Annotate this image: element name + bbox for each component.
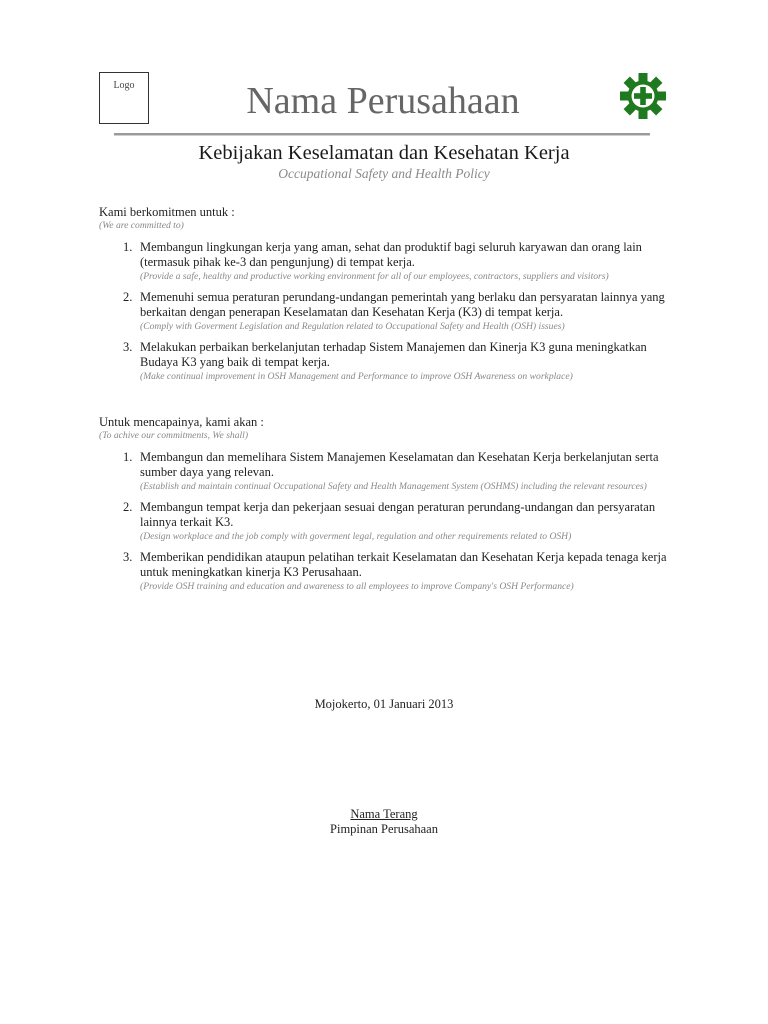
- item-number: 1.: [123, 450, 133, 464]
- list-item: [99, 340, 669, 383]
- section-heading-english: (To achive our commitments, We shall): [99, 430, 249, 441]
- signatory-name-text: Nama Terang: [350, 807, 418, 821]
- place-date: Mojokerto, 01 Januari 2013: [314, 697, 454, 711]
- k3-gear-cross-icon: [617, 70, 669, 122]
- item-number: 3.: [123, 550, 133, 564]
- item-text-english: (Establish and maintain continual Occupational Safety and Health Management System (OSHMS) including the relevant resources): [140, 481, 647, 492]
- item-number: 2.: [123, 290, 133, 304]
- item-text: Membangun dan memelihara Sistem Manajemen Keselamatan dan Kesehatan Kerja berkelanjutan serta sumber daya yang relevan.: [140, 450, 659, 479]
- achievement-section: [99, 415, 669, 600]
- document-title: Kebijakan Keselamatan dan Kesehatan Kerja: [198, 142, 570, 164]
- logo-label: Logo: [113, 80, 135, 91]
- company-logo-placeholder: [99, 72, 149, 124]
- achievement-list: [99, 450, 669, 593]
- list-item: [99, 450, 669, 493]
- item-text: Memberikan pendidikan ataupun pelatihan terkait Keselamatan dan Kesehatan Kerja kepada tenaga kerja untuk meningkatkan kinerja K3 Perusahaan.: [140, 550, 667, 579]
- item-number: 3.: [123, 340, 133, 354]
- commitment-list: [99, 240, 669, 383]
- item-number: 2.: [123, 500, 133, 514]
- item-text: Membangun lingkungan kerja yang aman, sehat dan produktif bagi seluruh karyawan dan orang lain (termasuk pihak ke-3 dan pengunjung) di tempat kerja.: [140, 240, 642, 269]
- section-heading: Kami berkomitmen untuk :: [99, 205, 235, 219]
- section-heading-english: (We are committed to): [99, 220, 184, 231]
- signatory-position: Pimpinan Perusahaan: [330, 822, 438, 836]
- item-text-english: (Provide a safe, healthy and productive working environment for all of our employees, contractors, suppliers and visitors): [140, 271, 609, 282]
- item-text: Memenuhi semua peraturan perundang-undangan pemerintah yang berlaku dan persyaratan lainnya yang berkaitan dengan penerapan Keselamatan dan Kesehatan Kerja (K3) di tempat kerja.: [140, 290, 665, 319]
- item-number: 1.: [123, 240, 133, 254]
- item-text-english: (Provide OSH training and education and awareness to all employees to improve Company's OSH Performance): [140, 581, 574, 592]
- document-subtitle: Occupational Safety and Health Policy: [278, 166, 490, 181]
- section-heading: Untuk mencapainya, kami akan :: [99, 415, 264, 429]
- company-name: Nama Perusahaan: [246, 80, 520, 122]
- commitment-section: [99, 205, 669, 390]
- item-text-english: (Design workplace and the job comply with goverment legal, regulation and other requirements related to OSH): [140, 531, 572, 542]
- list-item: [99, 500, 669, 543]
- header-divider: [114, 133, 650, 136]
- item-text: Melakukan perbaikan berkelanjutan terhadap Sistem Manajemen dan Kinerja K3 guna meningkatkan Budaya K3 yang baik di tempat kerja.: [140, 340, 647, 369]
- list-item: [99, 290, 669, 333]
- signatory-name: [0, 807, 768, 822]
- item-text-english: (Make continual improvement in OSH Management and Performance to improve OSH Awareness on workplace): [140, 371, 573, 382]
- item-text: Membangun tempat kerja dan pekerjaan sesuai dengan peraturan perundang-undangan dan persyaratan lainnya terkait K3.: [140, 500, 656, 529]
- list-item: [99, 240, 669, 283]
- list-item: [99, 550, 669, 593]
- item-text-english: (Comply with Goverment Legislation and Regulation related to Occupational Safety and Health (OSH) issues): [140, 321, 565, 332]
